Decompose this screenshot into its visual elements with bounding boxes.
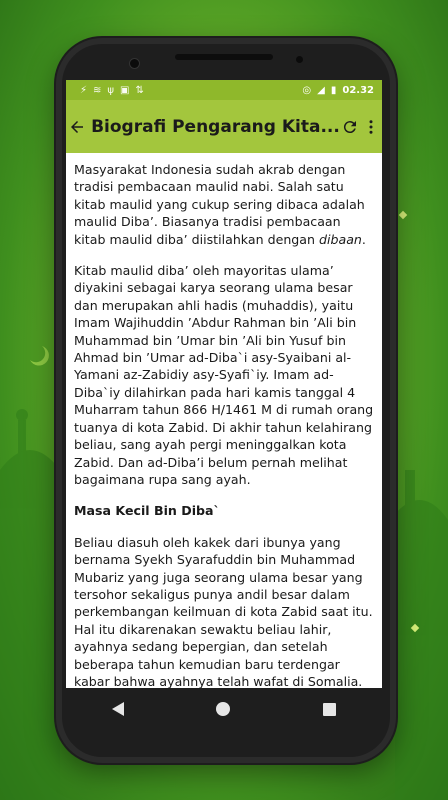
article-content[interactable] [66,153,382,689]
front-camera [129,58,140,69]
system-navigation-bar [66,688,382,730]
data-icon: ⇅ [135,84,144,96]
overflow-menu-button[interactable] [361,100,382,153]
hotspot-icon: ◎ [302,84,312,96]
status-right-icons [302,85,374,96]
page-title: Biografi Pengarang Kita... [91,116,340,137]
signal-icon: ◢ [317,84,325,96]
paragraph-intro [74,161,374,248]
app-toolbar [66,100,382,153]
status-left-icons [80,85,144,96]
usb-icon: ψ [107,84,115,96]
paragraph-intro-text: Masyarakat Indonesia sudah akrab dengan tradisi pembacaan maulid nabi. Salah satu kitab maulid yang cukup sering dibaca adalah maulid Diba’. Biasanya tradisi pembacaan kitab maulid diba’ diistilahkan dengan [74,162,365,247]
status-bar [66,80,382,100]
image-icon: ▣ [120,84,130,96]
paragraph-intro-end: . [361,231,366,247]
battery-saver-icon: ⚡ [80,84,88,96]
section-heading: Masa Kecil Bin Diba` [74,503,220,519]
nav-recents-icon[interactable] [323,703,336,716]
refresh-button[interactable] [340,100,361,153]
paragraph-author: Kitab maulid diba’ oleh mayoritas ulama’ diyakini sebagai karya seorang ulama besar dan merupakan ahli hadis (muhaddis), yaitu Imam Wajihuddin ’Abdur Rahman bin ’Ali bin Muhammad bin ’Umar bin ’Ali bin Yusuf bin Ahmad bin ’Umar ad-Diba`i asy-Syaibani al-Yamani az-Zabidiy asy-Syafi`iy. Imam ad-Diba`iy dilahirkan pada hari kamis tanggal 4 Muharram tahun 866 H/1461 M di rumah orang tuanya di kota Zabid. Di akhir tahun kelahirang beliau, sang ayah pergi meninggalkan kota Zabid. Dan ad-Diba’i belum pernah melihat bagaimana rupa sang ayah. [74,263,374,487]
status-time: 02.32 [342,84,374,96]
app-screen [66,80,382,688]
paragraph-childhood: Beliau diasuh oleh kakek dari ibunya yang bernama Syekh Syarafuddin bin Muhammad Mubariz yang juga seorang ulama besar yang tersohor sekaligus punya andil besar dalam perkembangan keilmuan di kota Zabid saat itu. Hal itu dikarenakan sewaktu beliau lahir, ayahnya sedang bepergian, dan setelah beberapa tahun kemudian baru terdengar kabar bahwa ayahnya telah wafat di Somalia. [74,534,373,689]
proximity-sensor [296,56,303,63]
nav-home-icon[interactable] [216,702,230,716]
back-button[interactable] [66,100,87,153]
battery-icon: ▮ [330,84,337,96]
arrow-left-icon [68,118,86,136]
wifi-icon: ≋ [93,84,102,96]
nav-back-icon[interactable] [112,702,124,716]
paragraph-intro-emphasis: dibaan [319,231,362,247]
refresh-icon [341,118,359,136]
more-vert-icon [362,118,380,136]
earpiece-speaker [175,54,273,60]
